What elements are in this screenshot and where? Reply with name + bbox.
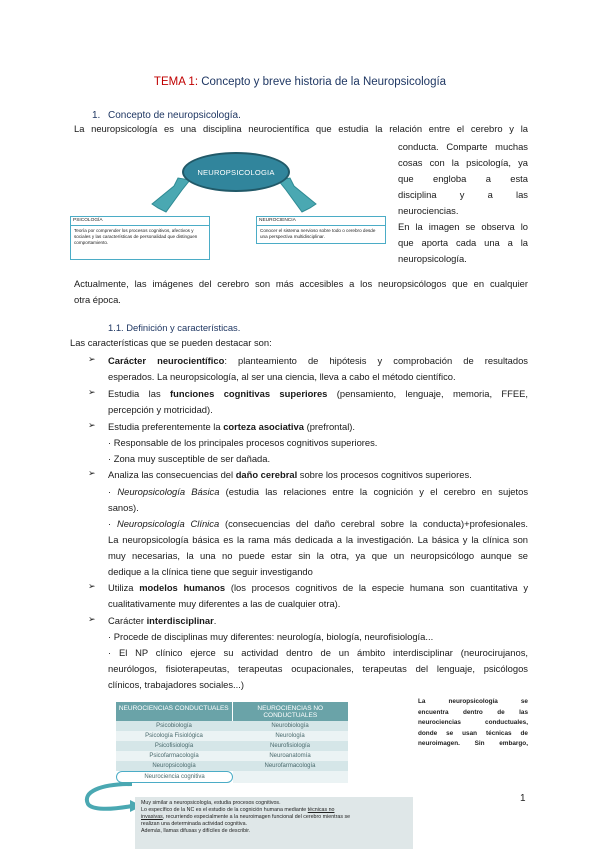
item-italic: Neuropsicología Básica	[117, 486, 220, 497]
note-line	[141, 807, 407, 814]
section-heading-1-1: 1.1. Definición y características.	[108, 322, 241, 333]
side-line: neurociencias.	[398, 205, 459, 216]
item-text: .	[213, 615, 217, 626]
item-bold: daño cerebral	[235, 469, 298, 480]
table-header-cell: NEUROCIENCIAS NO CONDUCTUALES	[233, 702, 349, 721]
side-line: En la imagen se observa lo	[398, 221, 528, 232]
item-italic: Neuropsicología Clínica	[116, 518, 220, 529]
item-line	[108, 484, 528, 500]
table-cell: Neurofarmacología	[232, 761, 348, 771]
item-text: (estudia las relaciones entre la cognición y el cerebro en sujetos	[219, 486, 529, 497]
neurociencias-table	[116, 702, 348, 783]
item-line: sanos).	[108, 502, 139, 513]
side-line: que engloba a esta	[398, 173, 528, 184]
note-text: Lo específico de la NC es el estudio de la cognición humana mediante	[141, 807, 308, 813]
table-header-cell: NEUROCIENCIAS CONDUCTUALES	[116, 702, 232, 721]
item-text: sobre los procesos cognitivos superiores.	[297, 469, 472, 480]
item-line: La neuropsicología básica es la rama más dedicada a la investigación. La básica y la clínica son	[108, 534, 528, 545]
table-row	[116, 721, 348, 731]
psicologia-body: Teoría por comprender los procesos cognitivos, afectivos y sociales y las características de personalidad que distinguen comportamiento.	[74, 228, 198, 245]
item-line	[108, 516, 528, 532]
table-cell: Neurología	[232, 731, 348, 741]
item-text: ·	[108, 486, 118, 497]
table-cell: Neuropsicología	[116, 761, 232, 771]
list-item	[108, 580, 528, 596]
table-cell: Neurobiología	[232, 721, 348, 731]
side-line: conducta. Comparte muchas	[398, 141, 528, 152]
list-item	[108, 467, 472, 483]
item-line: percepción y motricidad).	[108, 404, 213, 415]
arrow-bullet-icon: ➢	[88, 420, 96, 430]
note-line: La neuropsicología se	[418, 698, 528, 705]
side-note	[418, 697, 528, 750]
item-text: Analiza las consecuencias del	[108, 469, 236, 480]
item-text: Utiliza	[108, 582, 140, 593]
item-text: (los procesos cognitivos de la especie humana son cuantitativa y	[225, 582, 529, 593]
neurociencia-header: NEUROCIENCIA	[257, 217, 385, 226]
table-header-row	[116, 702, 348, 721]
lead-text: Las características que se pueden destacar son:	[70, 337, 272, 348]
neurociencia-body: Conocer el sistema nervioso sobre todo o cerebro desde una perspectiva multidisciplinar.	[260, 228, 376, 239]
note-underlined: técnicas no	[307, 807, 335, 813]
table-row	[116, 751, 348, 761]
table-cell: Psicofisiología	[116, 741, 232, 751]
title-tema: TEMA 1:	[153, 76, 199, 88]
table-cell: Psicología Fisiológica	[116, 731, 232, 741]
list-item	[108, 613, 216, 629]
item-text: Carácter	[108, 615, 147, 626]
side-line: cosas con la psicología, ya	[398, 157, 528, 168]
intro-line: La neuropsicología es una disciplina neurocientífica que estudia la relación entre el cerebro y la	[74, 123, 528, 134]
item-bold: corteza asociativa	[223, 421, 304, 432]
item-line: · Responsable de los principales procesos cognitivos superiores.	[108, 437, 378, 448]
side-line: disciplina y a las	[398, 189, 528, 200]
arrow-bullet-icon: ➢	[88, 468, 96, 478]
item-line: · Zona muy susceptible de ser dañada.	[108, 453, 271, 464]
neuropsicologia-node: NEUROPSICOLOGIA	[182, 152, 290, 192]
item-line: esperados. La neuropsicología, al ser una ciencia, lleva a cabo el método científico.	[108, 371, 456, 382]
item-bold: funciones cognitivas superiores	[170, 388, 328, 399]
list-item	[108, 419, 355, 435]
note-line: donde se usan técnicas de	[418, 729, 528, 737]
item-line: clínicos, trabajadores sociales...)	[108, 679, 244, 690]
item-line: neurólogos, fisioterapeutas, terapeutas ocupacionales, terapeutas del lenguaje, psicólogos	[108, 663, 528, 674]
title-text: Concepto y breve historia de la Neuropsicología	[198, 76, 447, 88]
table-cell: Neurofisiología	[232, 741, 348, 751]
table-cell: Psicobiología	[116, 721, 232, 731]
item-text: Estudia preferentemente la	[108, 421, 224, 432]
note-line: Muy similar a neuropsicología, estudia procesos cognitivos.	[141, 800, 281, 806]
section-label: Concepto de neuropsicología.	[108, 110, 241, 121]
item-bold: modelos humanos	[139, 582, 226, 593]
list-item	[108, 386, 528, 402]
side-line: neuropsicología.	[398, 253, 467, 264]
item-line: · Procede de disciplinas muy diferentes: neurología, biología, neurofisiología...	[108, 631, 434, 642]
item-text: (prefrontal).	[303, 421, 356, 432]
side-line: que aporta cada una a la	[398, 237, 528, 248]
note-line: neurociencias conductuales,	[418, 719, 528, 726]
table-cell-highlight: Neurociencia cognitiva	[116, 771, 233, 783]
neurociencia-cognitiva-note	[135, 797, 413, 849]
note-line: Además, llamas difusas y difíciles de describir.	[141, 828, 251, 834]
item-text: (consecuencias del daño cerebral sobre la conducta)+profesionales.	[219, 518, 528, 529]
item-line: · El NP clínico ejerce su actividad dentro de un ámbito interdisciplinar (neurocirujanos,	[108, 647, 528, 658]
psicologia-header: PSICOLOGÍA	[71, 217, 209, 226]
note-line: realizan una determinada actividad cognitiva.	[141, 821, 248, 827]
item-text: Estudia las	[108, 388, 171, 399]
item-text: : planteamiento de hipótesis y comprobación de resultados	[224, 355, 528, 366]
section-number: 1.	[92, 110, 101, 121]
item-line: cualitativamente muy diferentes a las de cualquier otra).	[108, 598, 341, 609]
table-cell: Psicofarmacología	[116, 751, 232, 761]
table-cell: Neuroanatomía	[232, 751, 348, 761]
item-text: (pensamiento, lenguaje, memoria, FFEE,	[327, 388, 528, 399]
note-line	[141, 814, 407, 821]
arrow-bullet-icon: ➢	[88, 581, 96, 591]
note-text: , recurriendo especialmente a la neuroimagen funcional del cerebro mientras se	[162, 814, 351, 820]
list-item	[108, 353, 528, 369]
item-line: muy necesarias, la una no puede estar sin la otra, ya que un neuropsicólogo aunque se	[108, 550, 528, 561]
arrow-bullet-icon: ➢	[88, 387, 96, 397]
paragraph-line: otra época.	[74, 294, 121, 305]
item-bold: Carácter neurocientífico	[108, 355, 225, 366]
table-row	[116, 731, 348, 741]
item-line: dedique a la clínica tiene que seguir investigando	[108, 566, 313, 577]
item-text: ·	[108, 518, 117, 529]
table-cell	[233, 771, 348, 783]
arrow-bullet-icon: ➢	[88, 354, 96, 364]
paragraph-line: Actualmente, las imágenes del cerebro son más accesibles a los neuropsicólogos que en cualquier	[74, 278, 528, 289]
page-number: 1	[520, 793, 526, 804]
table-row	[116, 761, 348, 771]
item-bold: interdisciplinar	[146, 615, 214, 626]
note-line: encuentra dentro de las	[418, 708, 528, 716]
table-row	[116, 741, 348, 751]
note-line: neuroimagen. Sin embargo,	[418, 740, 528, 747]
arrow-bullet-icon: ➢	[88, 614, 96, 624]
note-underlined: invasivas	[141, 814, 163, 820]
table-row	[116, 771, 348, 783]
